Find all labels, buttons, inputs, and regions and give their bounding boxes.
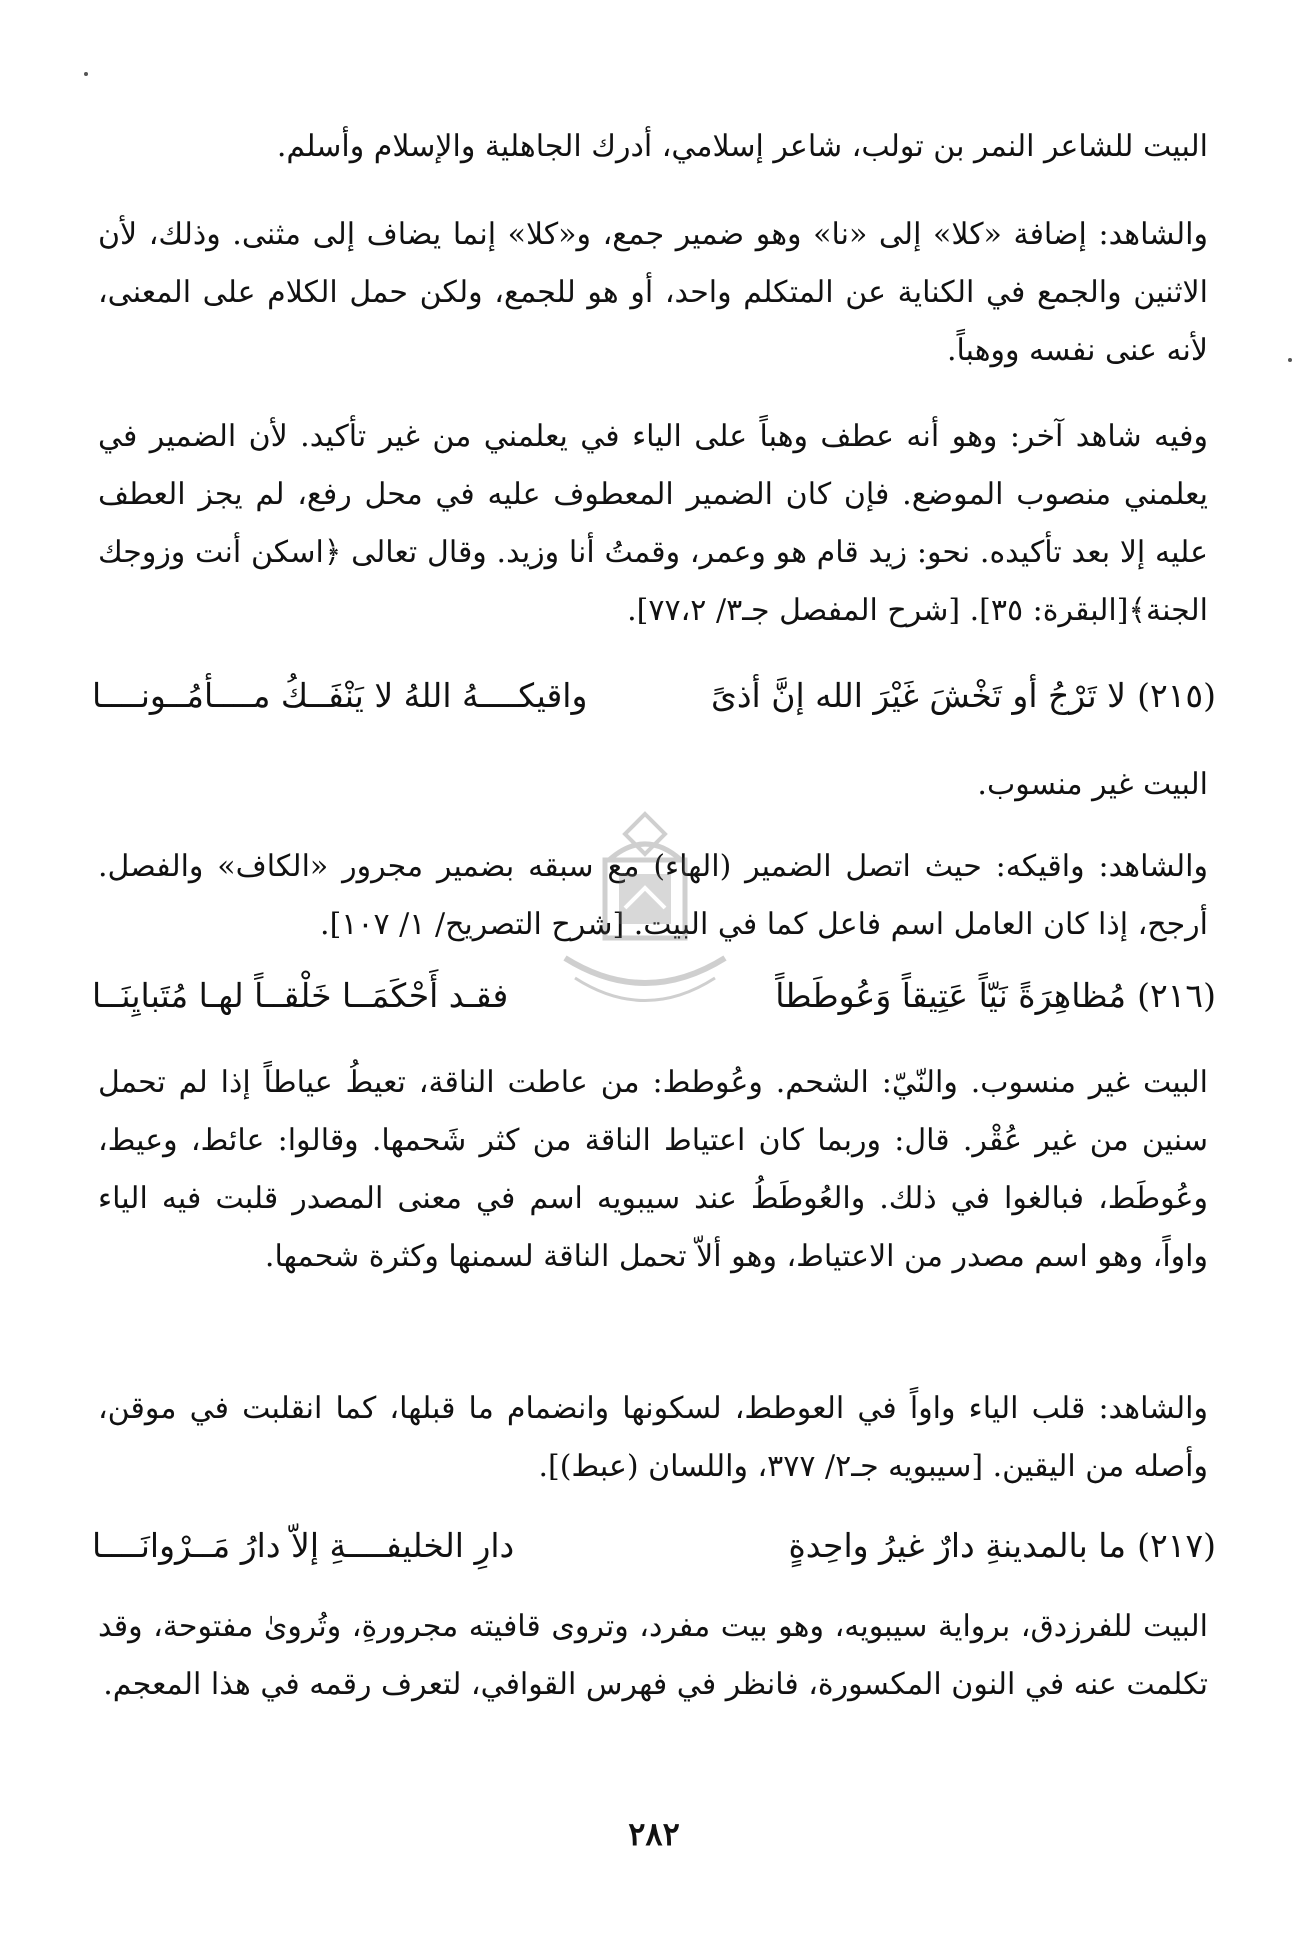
verse-second-hemistich: واقيكــــهُ اللهُ لا يَنْفَــكُ مــــأمُــونــــا [92, 676, 588, 715]
verse-second-hemistich: فقـد أَحْكَمَــا خَلْقــاً لهـا مُتَبايِنَــا [92, 976, 509, 1015]
paragraph-attribution: البيت غير منسوب. [977, 767, 1208, 802]
verse-217 [92, 1516, 1216, 1576]
verse-number: (٢١٧) [1137, 1526, 1216, 1565]
verse-first-hemistich: مُظاهِرَةً نَيّاً عَتِيقاً وَعُوطَطاً [775, 976, 1126, 1015]
verse-number: (٢١٦) [1137, 976, 1216, 1015]
library-seal-watermark [545, 808, 745, 1018]
paragraph-shahid-atf: وفيه شاهد آخر: وهو أنه عطف وهباً على الياء في يعلمني من غير تأكيد. لأن الضمير في يعلمني منصوب الموضع. فإن كان الضمير المعطوف عليه في محل رفع، لم يجز العطف عليه إلا بعد تأكيده. نحو: زيد قام هو وعمر، وقمتُ أنا وزيد. وقال تعالى ﴿اسكن أنت وزوجك الجنة﴾[البقرة: ٣٥]. [شرح المفصل جـ٣/ ٧٧،٢]. [98, 419, 1208, 628]
verse-first-hemistich: ما بالمدينةِ دارٌ غيرُ واحِدةٍ [788, 1526, 1126, 1565]
verse-second-hemistich: دارِ الخليفــــةِ إلاّ دارُ مَــرْوانَــــا [92, 1526, 515, 1565]
paragraph-farazdaq: البيت للفرزدق، برواية سيبويه، وهو بيت مفرد، وتروى قافيته مجرورةِ، وتُروىٰ مفتوحة، وقد تكلمت عنه في النون المكسورة، فانظر في فهرس القوافي، لتعرف رقمه في هذا المعجم. [98, 1609, 1208, 1702]
paragraph-shahid-waqikah: والشاهد: واقيكه: حيث اتصل الضمير (الهاء) مع سبقه بضمير مجرور «الكاف» والفصل. أرجح، إذا كان العامل اسم فاعل كما في البيت. [شرح التصريح/ ١/ ١٠٧]. [98, 849, 1208, 942]
verse-first-hemistich: لا تَرْجُ أو تَخْشَ غَيْرَ الله إنَّ أذىً [711, 676, 1126, 715]
paragraph-shahid-qalb: والشاهد: قلب الياء واواً في العوطط، لسكونها وانضمام ما قبلها، كما انقلبت في موقن، وأصله من اليقين. [سيبويه جـ٢/ ٣٧٧، واللسان (عبط)]. [98, 1391, 1208, 1484]
paragraph-poet-info: البيت للشاعر النمر بن تولب، شاعر إسلامي، أدرك الجاهلية والإسلام وأسلم. [276, 129, 1208, 164]
verse-number: (٢١٥) [1137, 676, 1216, 715]
paragraph-shahid-kila: والشاهد: إضافة «كلا» إلى «نا» وهو ضمير جمع، و«كلا» إنما يضاف إلى مثنى. وذلك، لأن الاثنين والجمع في الكناية عن المتكلم واحد، أو هو للجمع، ولكن حمل الكلام على المعنى، لأنه عنى نفسه ووهباً. [98, 217, 1208, 368]
scan-speck [1288, 358, 1292, 362]
verse-215 [92, 666, 1216, 726]
page-number: ٢٨٢ [628, 1815, 680, 1853]
paragraph-commentary-awtat: البيت غير منسوب. والنّيّ: الشحم. وعُوطط: من عاطت الناقة، تعيطُ عياطاً إذا لم تحمل سنين من غير عُقْر. قال: وربما كان اعتياط الناقة من كثر شَحمها. وقالوا: عائط، وعيط، وعُوطَط، فبالغوا في ذلك. والعُوطَطُ عند سيبويه اسم في معنى المصدر قلبت فيه الياء واواً، وهو اسم مصدر من الاعتياط، وهو ألاّ تحمل الناقة لسمنها وكثرة شحمها. [98, 1065, 1208, 1274]
scan-speck [84, 72, 88, 76]
